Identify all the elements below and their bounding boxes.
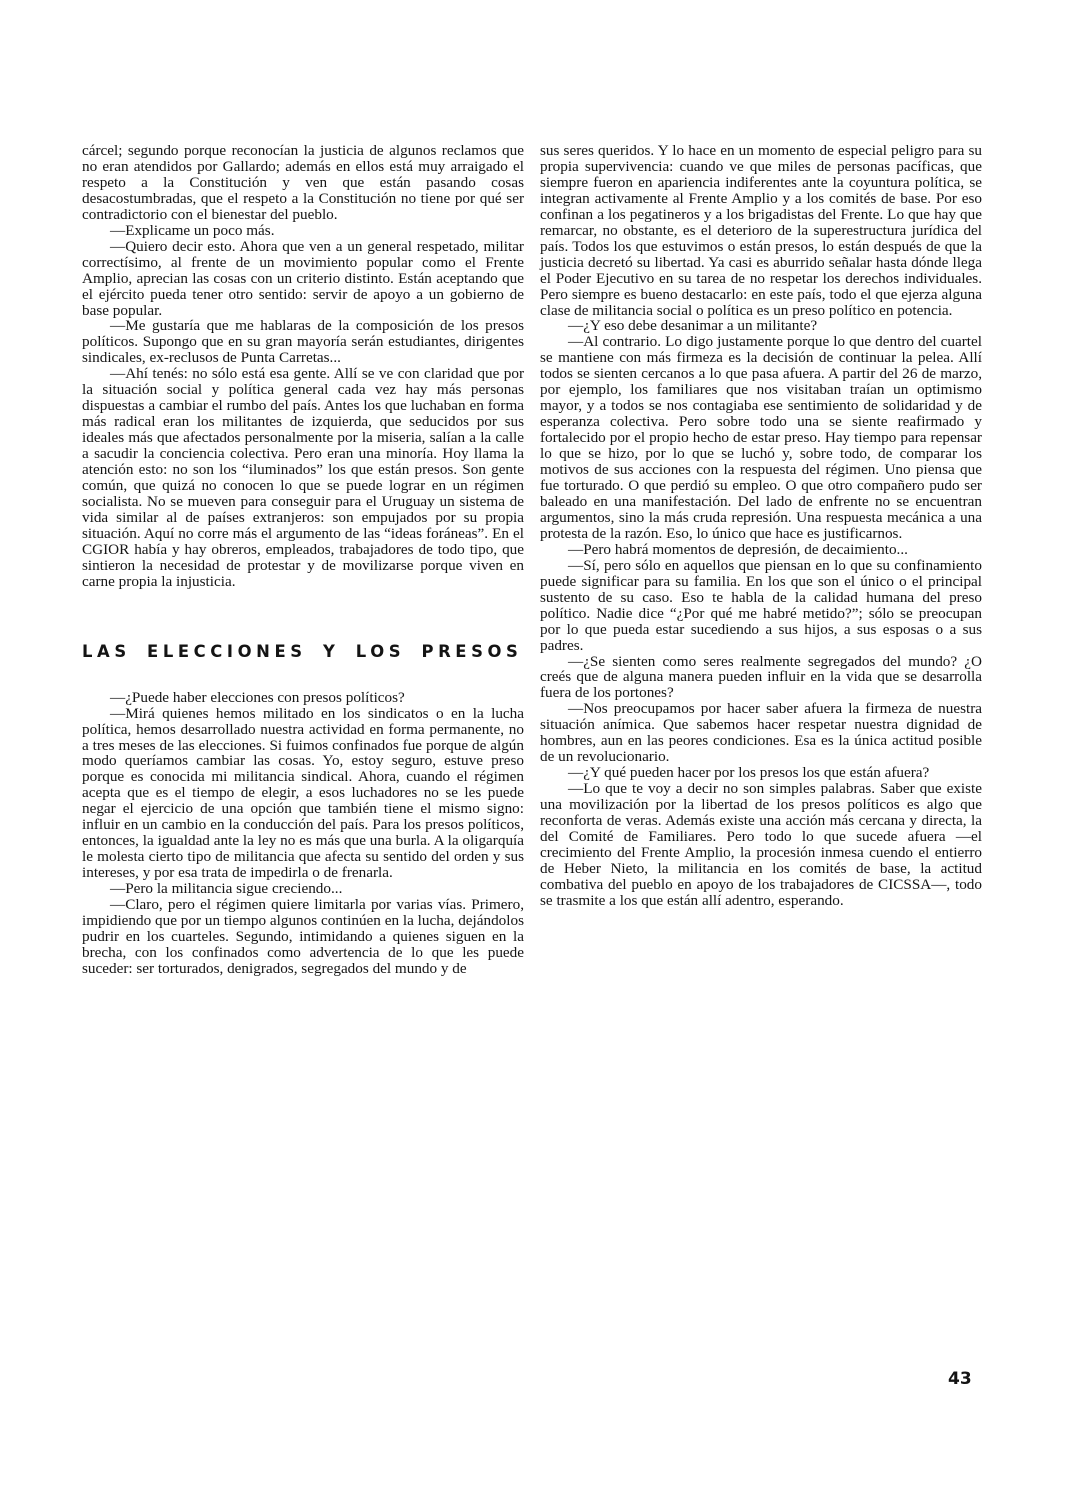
paragraph: —¿Y qué pueden hacer por los presos los que están afuera? [568,764,930,782]
paragraph: —Mirá quienes hemos militado en los sindicatos o en la lucha política, hemos desarrollado nuestra actividad en forma permanente, no a tres meses de las elecciones. Si fuimos confinados fue porque de algún modo queríamos cambiar las cosas. Yo, estoy seguro, estuve preso porque es conocida mi militancia sindical. Ahora, cuando el régimen acepta que es el tiempo de elegir, a esos luchadores no se les puede negar el ejercicio de una opción que también tiene el mismo signo: influir en un cambio en la conducción del país. Para los presos políticos, entonces, la igualdad ante la ley no es más que una burla. A la oligarquía le molesta cierto tipo de militancia que afecta su sentido del orden y sus intereses, y por esa trata de impedirla o de frenarla. [82,704,524,882]
section-heading: LAS ELECCIONES Y LOS PRESOS [82,641,523,661]
paragraph: —¿Y eso debe desanimar a un militante? [568,317,818,335]
paragraph: cárcel; segundo porque reconocían la justicia de algunos reclamos que no eran atendidos por Gallardo; además en ellos está muy arraigado el respeto a la Constitución y ven que están pasando cosas desacostumbradas, que el respeto a la Constitución no tiene por qué ser contradictorio con el bienestar del pueblo. [82,142,524,223]
paragraph: —Claro, pero el régimen quiere limitarla por varias vías. Primero, impidiendo que por un tiempo algunos continúen en la lucha, dejándolos pudrir en los cuarteles. Segundo, intimidando a quienes siguen en la brecha, con los confinados como advertencia de lo que les puede suceder: ser torturados, denigrados, segregados del mundo y de [82,896,524,977]
paragraph: sus seres queridos. Y lo hace en un momento de especial peligro para su propia supervivencia: cuando ve que miles de personas pacíficas, que siempre fueron en apariencia indiferentes ante la coyuntura política, se integran activamente al Frente Amplio y a los comités de base. Por eso confinan a los pegatineros y a los brigadistas del Frente. Lo que hay que remarcar, no obstante, es el deterioro de la superestructura jurídica del país. Todos los que estuvimos o están presos, lo están después de que la justicia decretó su libertad. Ya casi es aburrido señalar hasta dónde llega el Poder Ejecutivo en su tarea de no respetar los derechos individuales. Pero siempre es bueno destacarlo: en este país, todo el que ejerza alguna clase de militancia social o política es un preso político en potencia. [540,142,982,319]
paragraph: —Al contrario. Lo digo justamente porque lo que dentro del cuartel se mantiene con más firmeza es la decisión de continuar la pelea. Allí todos se sienten cercanos a lo que pasa afuera. A partir del 26 de marzo, por ejemplo, los familiares que nos visitaban traían un optimismo mayor, y a todos se nos contagiaba ese sentimiento de solidaridad y de esperanza colectiva. Pero sobre todo una se siente reafirmado y fortalecido por el propio hecho de estar preso. Hay tiempo para repensar lo que se hizo, por lo que se luchó y, sobre todo, de comparar los motivos de sus acciones con la respuesta del régimen. Uno piensa que fue torturado. O que perdió su empleo. O que otro compañero pudo ser baleado en una manifestación. Del lado de enfrente no se encuentran argumentos, sino la más cruda represión. Una respuesta mecánica a una protesta de la razón. Eso, lo único que hace es justificarnos. [540,333,982,542]
paragraph: —¿Puede haber elecciones con presos políticos? [110,688,405,706]
paragraph: —Quiero decir esto. Ahora que ven a un general respetado, militar correctísimo, al frente de un movimiento popular como el Frente Amplio, aprecian las cosas con un criterio distinto. Están aceptando que el ejército pueda tener otro sentido: servir de apoyo a un gobierno de base popular. [82,237,524,319]
right-column [540,143,982,909]
paragraph: —Pero la militancia sigue creciendo... [110,880,343,898]
paragraph: —Lo que te voy a decir no son simples palabras. Saber que existe una movilización por la libertad de los presos políticos es algo que reconforta de veras. Además existe una acción más cercana y directa, la del Comité de Familiares. Pero todo lo que sucede afuera —el crecimiento del Frente Amplio, la procesión inmesa cuendo el entierro de Heber Nieto, la militancia en los comités de base, la actitud combativa del pueblo en apoyo de los trabajadores de CICSSA—, todo se trasmite a los que están allí adentro, esperando. [540,780,982,909]
paragraph: —Nos preocupamos por hacer saber afuera la firmeza de nuestra situación anímica. Que sabemos hacer respetar nuestra dignidad de hombres, aun en las peores condiciones. Esa es la única actitud posible de un revolucionario. [540,700,982,766]
paragraph: —¿Se sienten como seres realmente segregados del mundo? ¿O creés que de alguna manera pueden influir en la vida que se desarrolla fuera de los portones? [540,652,982,702]
page-number: 43 [948,1369,972,1389]
paragraph: —Pero habrá momentos de depresión, de decaimiento... [568,540,908,558]
paragraph: —Ahí tenés: no sólo está esa gente. Allí se ve con claridad que por la situación social y política general cada vez hay más personas dispuestas a cambiar el rumbo del país. Antes los que luchaban en forma más radical eran los militantes de izquierda, que seducidos por sus ideales más que afectados personalmente por la miseria, salían a la calle a sacudir la conciencia colectiva. Pero eran una minoría. Hoy llama la atención esto: no son los “iluminados” los que están presos. Son gente común, que quizá no conocen lo que se puede lograr en un régimen socialista. No se mueven para conseguir para el Uruguay un sistema de vida similar al de países extranjeros: son empujados por su propia situación. Aquí no corre más el argumento de las “ideas foráneas”. En el CGIOR había y hay obreros, empleados, trabajadores de todo tipo, que sintieron la necesidad de protestar y de movilizarse porque viven en carne propia la injusticia. [82,365,524,590]
paragraph: —Sí, pero sólo en aquellos que piensan en lo que su confinamiento puede significar para su familia. En los que son el único o el principal sustento de su caso. Eso te habla de la calidad humana del preso político. Nadie dice “¿Por qué me habré metido?”; sólo se preocupan por lo que pueda estar sucediendo a sus hijos, a sus esposas o a sus padres. [540,556,982,654]
paragraph: —Me gustaría que me hablaras de la composición de los presos políticos. Supongo que en su gran mayoría serán estudiantes, dirigentes sindicales, ex-reclusos de Punta Carretas... [82,317,524,367]
left-column [82,143,524,977]
paragraph: —Explicame un poco más. [110,221,275,239]
